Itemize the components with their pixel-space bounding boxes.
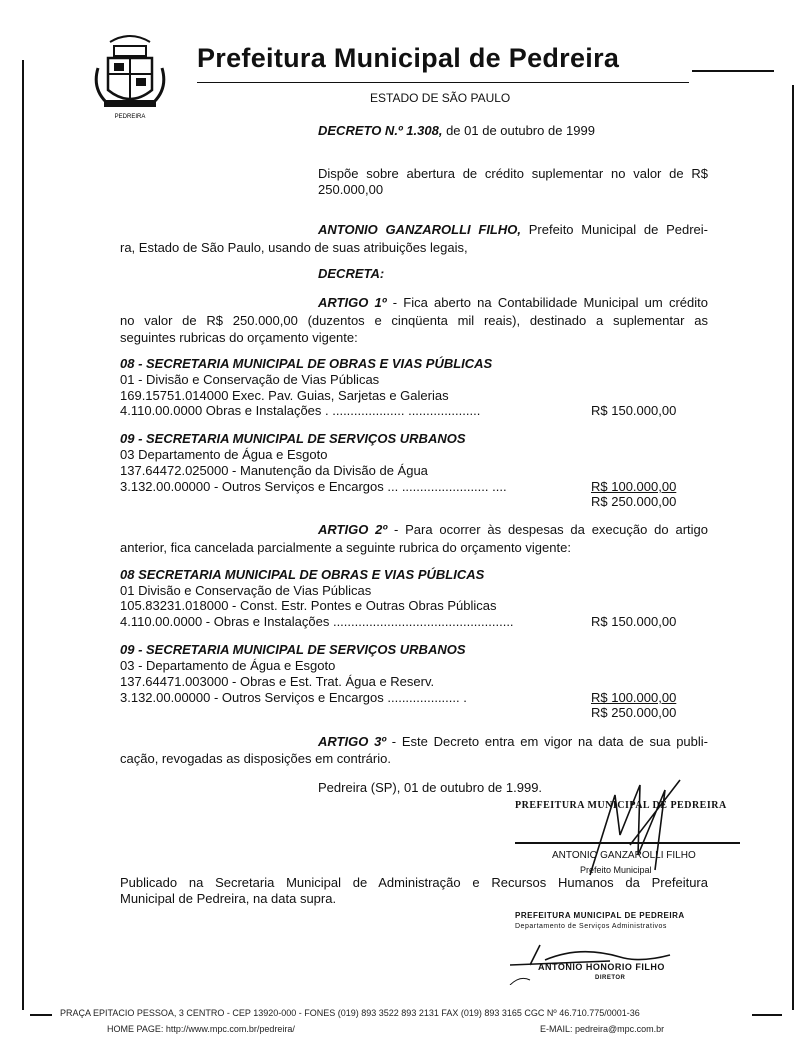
published-line-2: Municipal de Pedreira, na data supra. bbox=[120, 891, 337, 906]
art2-total: R$ 250.000,00 bbox=[591, 705, 677, 720]
decree-heading bbox=[318, 123, 595, 139]
art1-label: ARTIGO 1º bbox=[318, 295, 387, 310]
art2-section-1-line: 4.110.00.0000 - Obras e Instalações .................................................. bbox=[120, 614, 514, 629]
art1-section-1-line: 01 - Divisão e Conservação de Vias Públicas bbox=[120, 372, 380, 387]
art2-section-1-line: 105.83231.018000 - Const. Estr. Pontes e Outras Obras Públicas bbox=[120, 598, 497, 613]
place-date: Pedreira (SP), 01 de outubro de 1.999. bbox=[318, 780, 543, 795]
art2-section-2-amount: R$ 100.000,00 bbox=[591, 690, 677, 705]
summary-line-2: 250.000,00 bbox=[318, 182, 384, 197]
art2-text: - Para ocorrer às despesas da execução do artigo bbox=[387, 522, 708, 537]
art2-section-2-title: 09 - SECRETARIA MUNICIPAL DE SERVIÇOS URBANOS bbox=[120, 642, 466, 657]
published-line-1: Publicado na Secretaria Municipal de Administração e Recursos Humanos da Prefeitura bbox=[120, 875, 708, 890]
footer-homepage[interactable]: HOME PAGE: http://www.mpc.com.br/pedreira/ bbox=[107, 1024, 295, 1034]
frame-bottom-left bbox=[30, 1014, 52, 1016]
mayor-signer-name: ANTONIO GANZAROLLI FILHO bbox=[552, 850, 696, 861]
frame-bottom-right bbox=[752, 1014, 782, 1016]
art1-line-2: no valor de R$ 250.000,00 (duzentos e cinqüenta mil reais), destinado a suplementar as bbox=[120, 313, 708, 328]
summary-line-1: Dispõe sobre abertura de crédito suplementar no valor de R$ bbox=[318, 166, 708, 181]
mayor-stamp: PREFEITURA MUNICIPAL DE PEDREIRA bbox=[515, 800, 727, 811]
art2-line-2: anterior, fica cancelada parcialmente a seguinte rubrica do orçamento vigente: bbox=[120, 540, 571, 555]
art2-section-2-line: 03 - Departamento de Água e Esgoto bbox=[120, 658, 336, 673]
art2-section-1-title: 08 SECRETARIA MUNICIPAL DE OBRAS E VIAS PÚBLICAS bbox=[120, 567, 485, 582]
art1-total: R$ 250.000,00 bbox=[591, 494, 677, 509]
art2-section-1-amount: R$ 150.000,00 bbox=[591, 614, 677, 629]
decree-number: DECRETO N.º 1.308, bbox=[318, 123, 443, 138]
art1-section-2-line: 03 Departamento de Água e Esgoto bbox=[120, 447, 328, 462]
art1-section-2-line: 137.64472.025000 - Manutenção da Divisão de Água bbox=[120, 463, 428, 478]
department-stamp: PREFEITURA MUNICIPAL DE PEDREIRA bbox=[515, 911, 685, 920]
art1-section-2-line: 3.132.00.00000 - Outros Serviços e Encargos ... ........................ .... bbox=[120, 479, 507, 494]
mayor-signer-role: Prefeito Municipal bbox=[580, 865, 652, 875]
preamble-line-2: ra, Estado de São Paulo, usando de suas atribuições legais, bbox=[120, 240, 468, 255]
mayor-name: ANTONIO GANZAROLLI FILHO, bbox=[318, 222, 521, 237]
art2-line-1 bbox=[318, 522, 708, 538]
footer-address: PRAÇA EPITACIO PESSOA, 3 CENTRO - CEP 13920-000 - FONES (019) 893 3522 893 2131 FAX (019) 893 3165 CGC Nº 46.710.775/0001-36 bbox=[60, 1008, 640, 1018]
art3-line-2: cação, revogadas as disposições em contrário. bbox=[120, 751, 391, 766]
preamble-line-1 bbox=[318, 222, 708, 238]
art2-section-1-line: 01 Divisão e Conservação de Vias Públicas bbox=[120, 583, 372, 598]
frame-top-right bbox=[692, 70, 774, 72]
art1-text: - Fica aberto na Contabilidade Municipal um crédito bbox=[386, 295, 708, 310]
department-stamp-sub: Departamento de Serviços Administrativos bbox=[515, 923, 667, 930]
art3-label: ARTIGO 3º bbox=[318, 734, 387, 749]
decree-date: de 01 de outubro de 1999 bbox=[442, 123, 595, 138]
art2-section-2-line: 3.132.00.00000 - Outros Serviços e Encargos .................... . bbox=[120, 690, 467, 705]
art3-line-1 bbox=[318, 734, 708, 750]
art1-section-2-title: 09 - SECRETARIA MUNICIPAL DE SERVIÇOS URBANOS bbox=[120, 431, 466, 446]
art1-section-1-title: 08 - SECRETARIA MUNICIPAL DE OBRAS E VIAS PÚBLICAS bbox=[120, 356, 493, 371]
art2-section-2-line: 137.64471.003000 - Obras e Est. Trat. Água e Reserv. bbox=[120, 674, 435, 689]
frame-left bbox=[22, 60, 24, 1010]
art3-text: - Este Decreto entra em vigor na data de sua publi- bbox=[386, 734, 708, 749]
title-underline bbox=[197, 82, 689, 83]
director-role: DIRETOR bbox=[595, 975, 626, 981]
art1-section-1-amount: R$ 150.000,00 bbox=[591, 403, 677, 418]
page-title: Prefeitura Municipal de Pedreira bbox=[197, 43, 620, 73]
art2-label: ARTIGO 2º bbox=[318, 522, 388, 537]
art1-section-1-line: 4.110.00.0000 Obras e Instalações . .................... .................... bbox=[120, 403, 481, 418]
city-crest-logo bbox=[90, 28, 170, 128]
svg-text:PEDREIRA: PEDREIRA bbox=[114, 114, 146, 120]
frame-right bbox=[792, 85, 794, 1010]
footer-email[interactable]: E-MAIL: pedreira@mpc.com.br bbox=[540, 1024, 665, 1034]
art1-line-1 bbox=[318, 295, 708, 311]
decreta-heading: DECRETA: bbox=[318, 266, 385, 281]
art1-section-1-line: 169.15751.014000 Exec. Pav. Guias, Sarjetas e Galerias bbox=[120, 388, 449, 403]
art1-line-3: seguintes rubricas do orçamento vigente: bbox=[120, 330, 358, 345]
mayor-signature bbox=[570, 775, 700, 885]
state-subtitle: ESTADO DE SÃO PAULO bbox=[370, 91, 511, 105]
art1-section-2-amount: R$ 100.000,00 bbox=[591, 479, 677, 494]
preamble-text: Prefeito Municipal de Pedrei- bbox=[521, 222, 709, 237]
director-name: ANTONIO HONORIO FILHO bbox=[538, 962, 665, 972]
